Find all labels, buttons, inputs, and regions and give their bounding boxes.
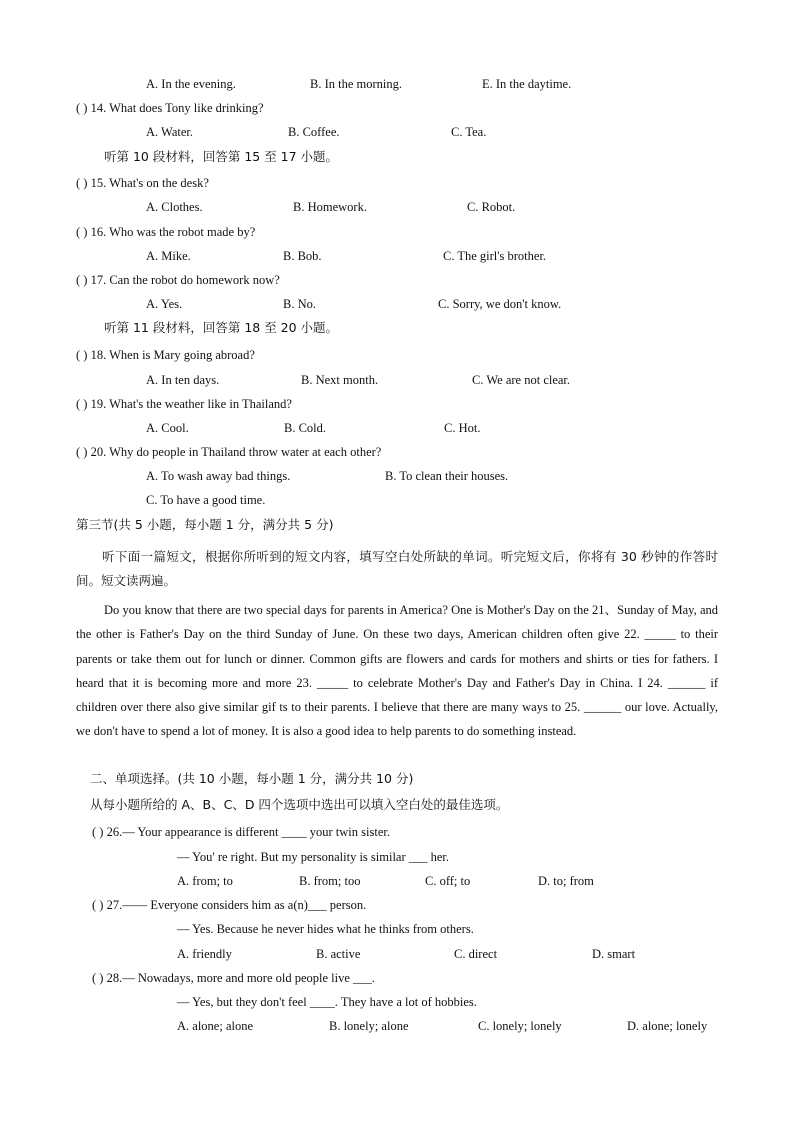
section-3-instruction: 听下面一篇短文，根据你所听到的短文内容，填写空白处所缺的单词。听完短文后，你将有 30 秒钟的作答时间。短文读两遍。	[76, 549, 718, 588]
q27-option-b: B. active	[316, 947, 361, 961]
q18-option-a: A. In ten days.	[146, 373, 220, 387]
q17-option-a: A. Yes.	[146, 297, 183, 311]
q16-option-b: B. Bob.	[283, 249, 322, 263]
q28-option-d: D. alone; lonely	[627, 1019, 708, 1033]
q15-option-b: B. Homework.	[293, 200, 367, 214]
section-3-heading: 第三节(共 5 小题，每小题 1 分，满分共 5 分)	[76, 517, 334, 532]
q28-option-a: A. alone; alone	[177, 1019, 254, 1033]
q17-option-b: B. No.	[283, 297, 316, 311]
q26-option-b: B. from; too	[299, 874, 361, 888]
q14-stem: ( ) 14. What does Tony like drinking?	[76, 101, 264, 115]
q16-option-a: A. Mike.	[146, 249, 191, 263]
q20-option-a: A. To wash away bad things.	[146, 469, 291, 483]
q26-option-a: A. from; to	[177, 874, 233, 888]
q18-option-b: B. Next month.	[301, 373, 379, 387]
q17-stem: ( ) 17. Can the robot do homework now?	[76, 273, 280, 287]
section-3-passage: Do you know that there are two special days for parents in America? One is Mother's Day on the 21、Sunday of May, and the other is Father's Day on the third Sunday of June. On these two days, American children often give 22. _____ to their parents or take them out for lunch or dinner. Common gifts are flowers and cards for mothers and shirts or ties for fathers. I heard that it is becoming more and more 23. _____ to celebrate Mother's Day and Father's Day in China. I 24. ______ if children over there also give similar gif ts to their parents. I believe that there are many ways to 25. ______ our love. Actually, we don't have to spend a lot of money. It is also a good idea to help parents to do something instead.	[76, 603, 718, 739]
q19-option-c: C. Hot.	[444, 421, 481, 435]
q26-reply: — You' re right. But my personality is similar ___ her.	[177, 850, 450, 864]
q15-option-a: A. Clothes.	[146, 200, 203, 214]
q20-option-c: C. To have a good time.	[146, 493, 266, 507]
section-11-heading: 听第 11 段材料，回答第 18 至 20 小题。	[104, 320, 339, 335]
q28-reply: — Yes, but they don't feel ____. They have a lot of hobbies.	[177, 995, 477, 1009]
q28-stem: ( ) 28.— Nowadays, more and more old people live ___.	[92, 971, 375, 985]
q26-stem: ( ) 26.— Your appearance is different ____ your twin sister.	[92, 825, 390, 839]
q20-stem: ( ) 20. Why do people in Thailand throw water at each other?	[76, 445, 382, 459]
q13-option-a: A. In the evening.	[146, 77, 236, 91]
q27-stem: ( ) 27.—— Everyone considers him as a(n)___ person.	[92, 898, 367, 912]
q15-option-c: C. Robot.	[467, 200, 516, 214]
q19-stem: ( ) 19. What's the weather like in Thailand?	[76, 397, 292, 411]
q13-option-b: B. In the morning.	[310, 77, 403, 91]
q27-option-d: D. smart	[592, 947, 636, 961]
q20-option-b: B. To clean their houses.	[385, 469, 509, 483]
q14-option-b: B. Coffee.	[288, 125, 340, 139]
q16-option-c: C. The girl's brother.	[443, 249, 547, 263]
q13-option-e: E. In the daytime.	[482, 77, 572, 91]
q18-option-c: C. We are not clear.	[472, 373, 571, 387]
q18-stem: ( ) 18. When is Mary going abroad?	[76, 348, 255, 362]
q19-option-b: B. Cold.	[284, 421, 327, 435]
q14-option-c: C. Tea.	[451, 125, 487, 139]
q27-option-c: C. direct	[454, 947, 498, 961]
part-2-heading: 二、单项选择。(共 10 小题，每小题 1 分，满分共 10 分)	[90, 771, 414, 786]
q28-option-c: C. lonely; lonely	[478, 1019, 562, 1033]
part-2-instruction: 从每小题所给的 A、B、C、D 四个选项中选出可以填入空白处的最佳选项。	[90, 797, 509, 812]
q27-reply: — Yes. Because he never hides what he thinks from others.	[177, 922, 474, 936]
q16-stem: ( ) 16. Who was the robot made by?	[76, 225, 256, 239]
q26-option-d: D. to; from	[538, 874, 594, 888]
q17-option-c: C. Sorry, we don't know.	[438, 297, 562, 311]
q26-option-c: C. off; to	[425, 874, 471, 888]
q14-option-a: A. Water.	[146, 125, 194, 139]
q27-option-a: A. friendly	[177, 947, 232, 961]
q28-option-b: B. lonely; alone	[329, 1019, 409, 1033]
q15-stem: ( ) 15. What's on the desk?	[76, 176, 209, 190]
q19-option-a: A. Cool.	[146, 421, 189, 435]
section-10-heading: 听第 10 段材料，回答第 15 至 17 小题。	[104, 149, 339, 164]
